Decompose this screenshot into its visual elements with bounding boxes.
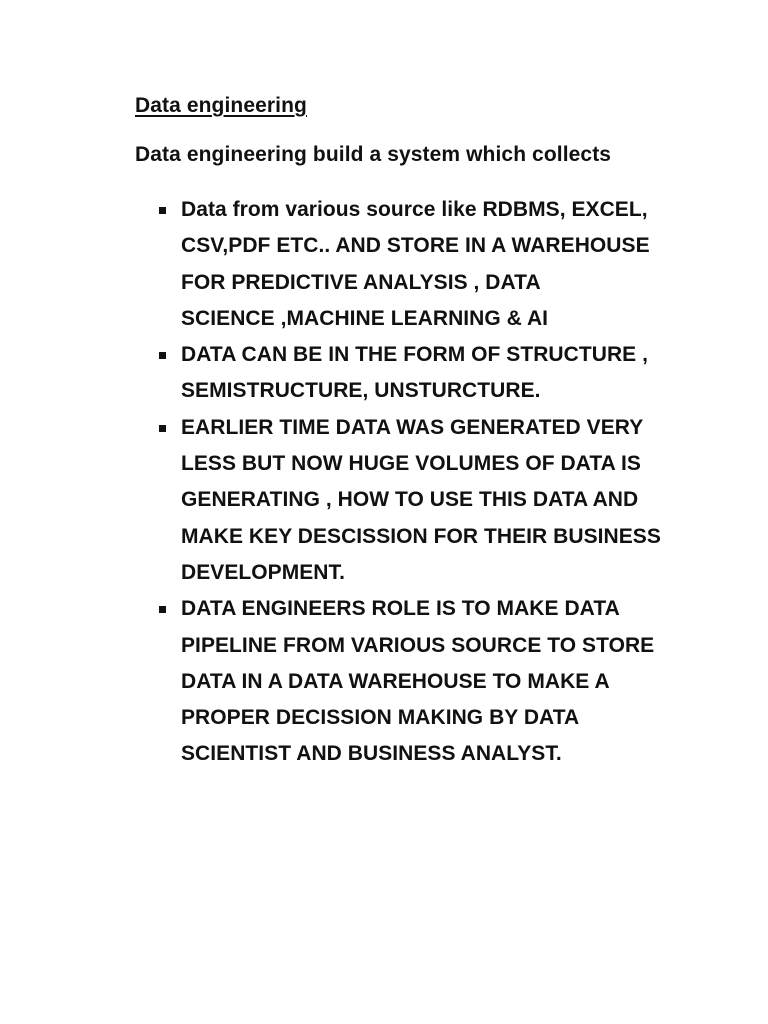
square-bullet-icon <box>159 207 166 214</box>
bullet-list <box>135 192 675 773</box>
square-bullet-icon <box>159 606 166 613</box>
document-heading: Data engineering <box>135 94 307 117</box>
square-bullet-icon <box>159 352 166 359</box>
bullet-item-4 <box>135 591 675 772</box>
bullet-item-2 <box>135 337 675 410</box>
square-bullet-icon <box>159 425 166 432</box>
bullet-text: DATA ENGINEERS ROLE IS TO MAKE DATA PIPELINE FROM VARIOUS SOURCE TO STORE DATA IN A DATA WAREHOUSE TO MAKE A PROPER DECISSION MAKING BY DATA SCIENTIST AND BUSINESS ANALYST. <box>181 597 655 766</box>
bullet-item-3 <box>135 410 675 591</box>
intro-paragraph: Data engineering build a system which collects <box>135 143 612 166</box>
bullet-item-1 <box>135 192 675 337</box>
bullet-text: EARLIER TIME DATA WAS GENERATED VERY LESS BUT NOW HUGE VOLUMES OF DATA IS GENERATING , HOW TO USE THIS DATA AND MAKE KEY DESCISSION FOR THEIR BUSINESS DEVELOPMENT. <box>181 415 661 584</box>
bullet-text: DATA CAN BE IN THE FORM OF STRUCTURE , SEMISTRUCTURE, UNSTURCTURE. <box>181 343 648 403</box>
bullet-text: Data from various source like RDBMS, EXCEL, CSV,PDF ETC.. AND STORE IN A WAREHOUSE FOR PREDICTIVE ANALYSIS , DATA SCIENCE ,MACHINE LEARNING & AI <box>181 198 650 330</box>
